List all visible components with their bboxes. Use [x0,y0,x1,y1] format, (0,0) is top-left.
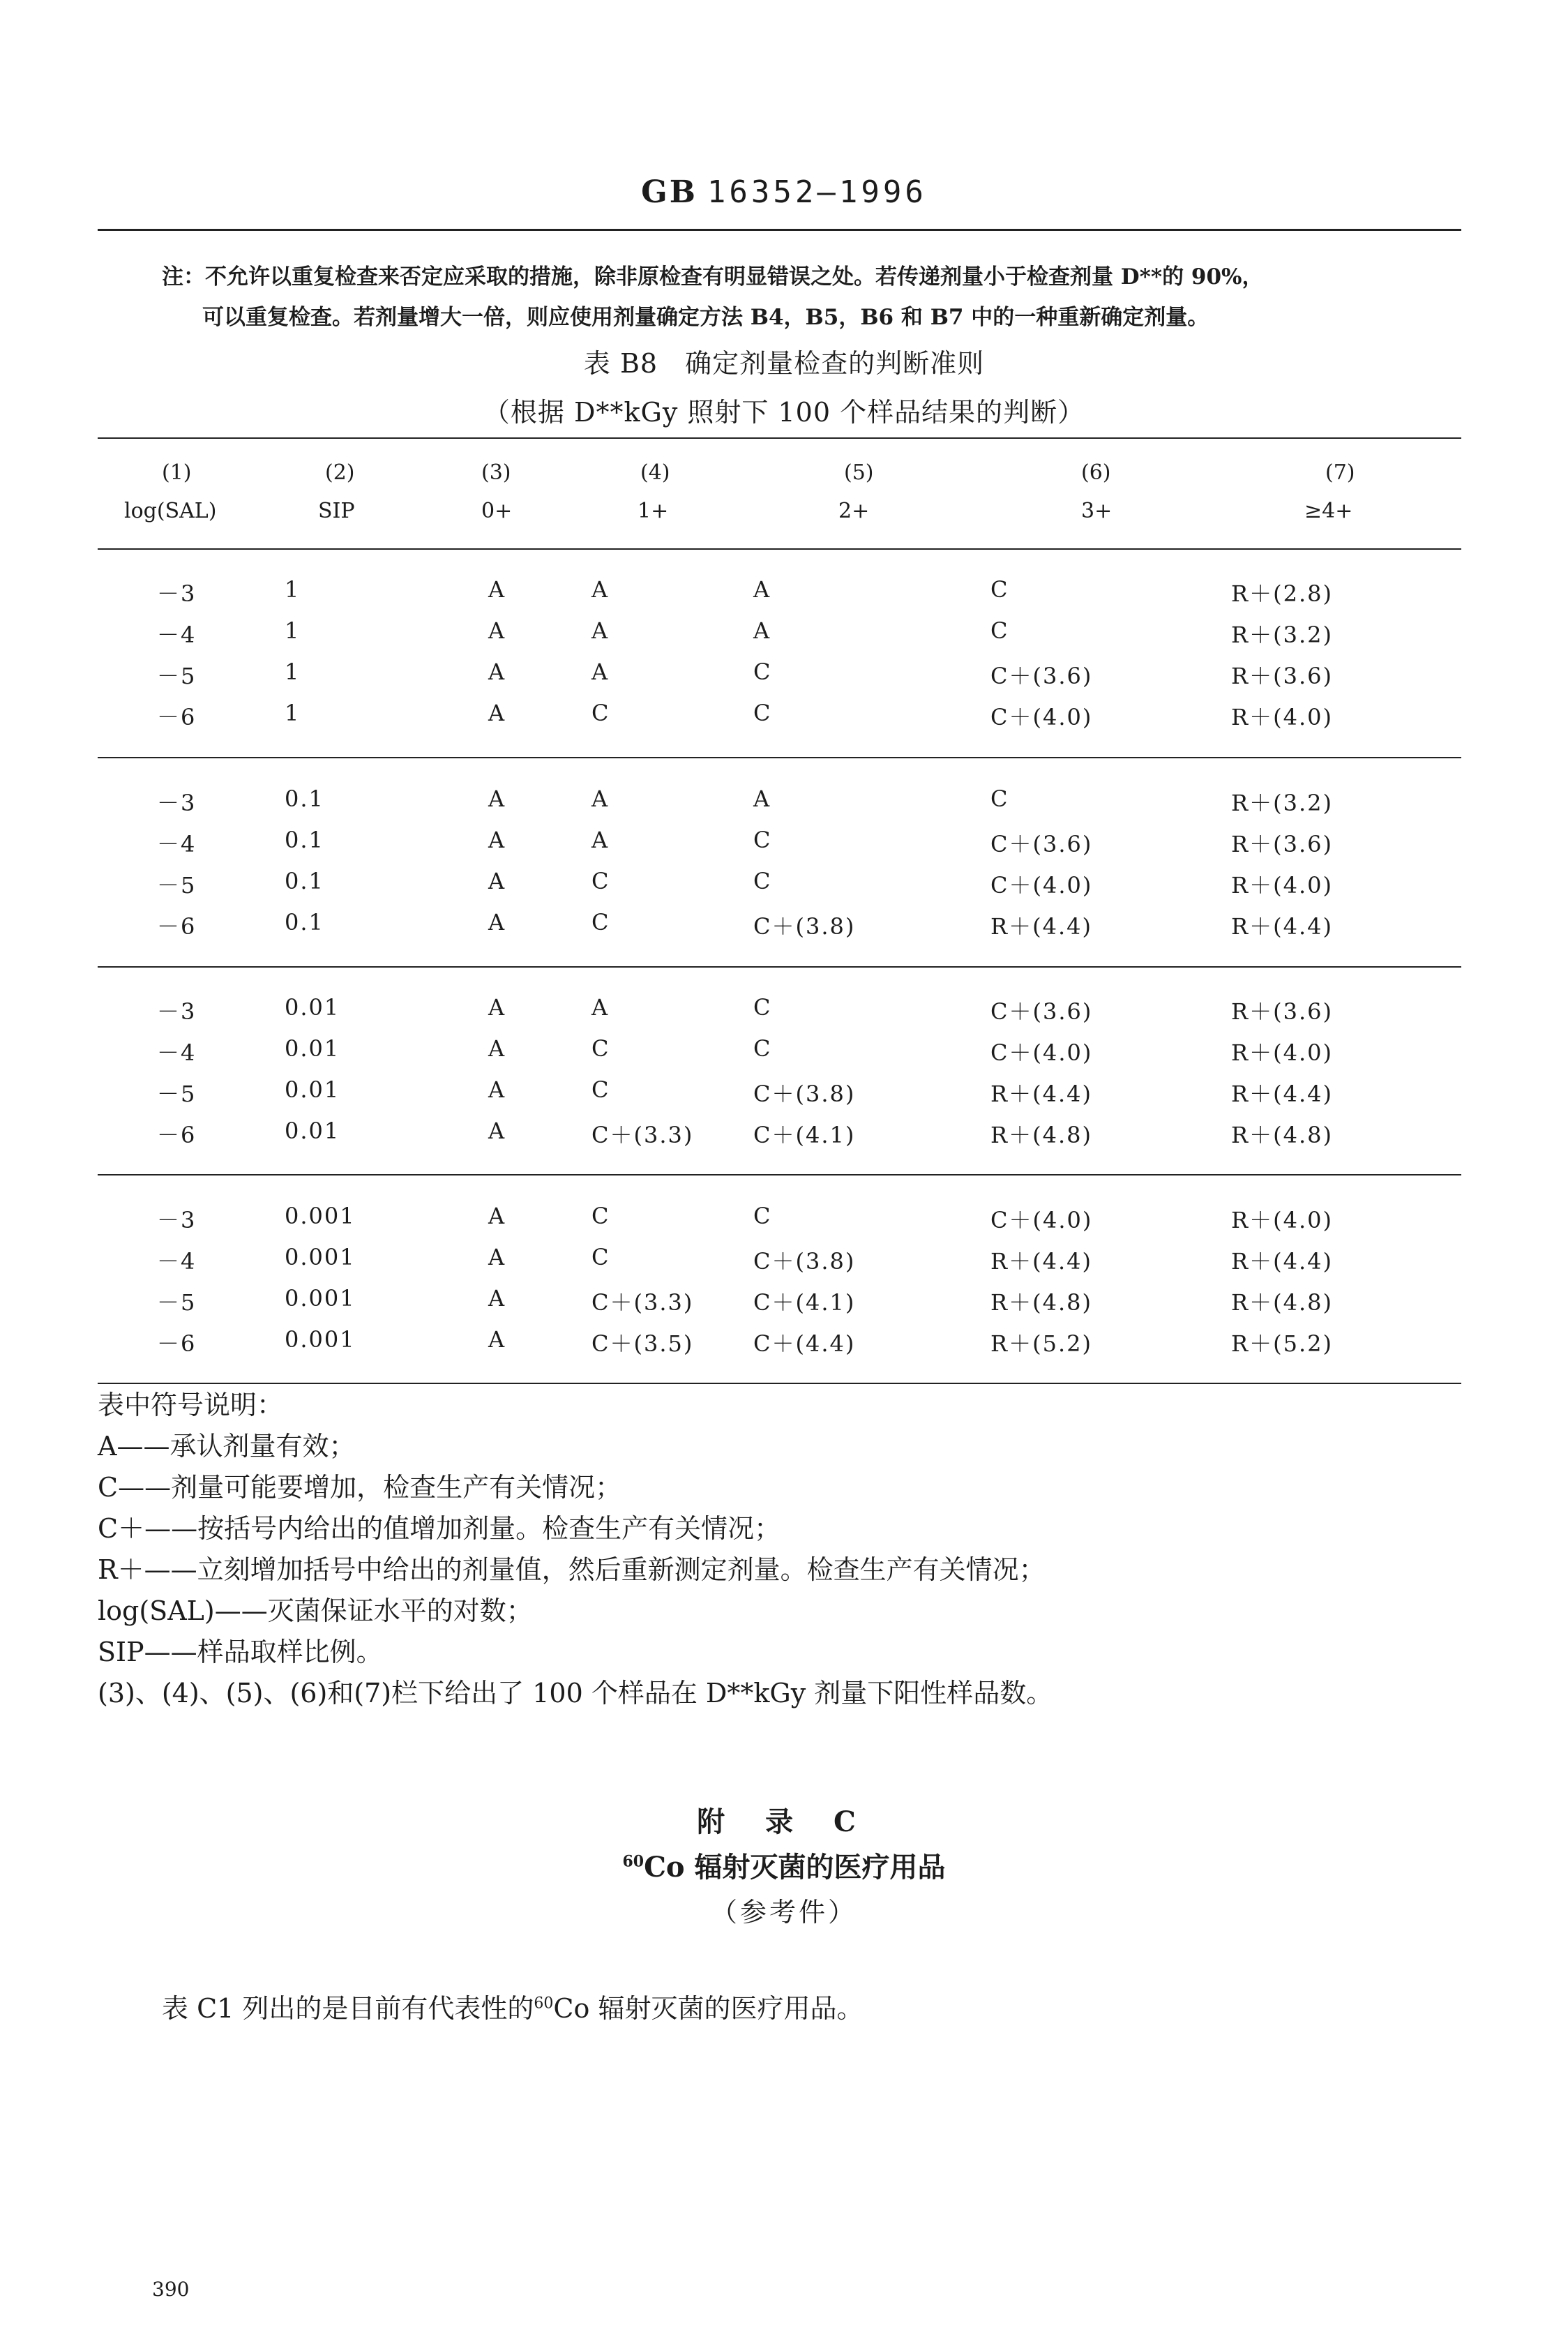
standard-prefix: GB [641,174,698,210]
table-cell-col3: A [488,868,506,894]
table-cell-col7: R＋(3.6) [1231,831,1333,857]
table-cell-col4: C [591,868,610,894]
group-rule-2 [98,966,1461,968]
table-cell-col7: R＋(4.0) [1231,1207,1333,1233]
table-cell-col3: A [488,659,506,685]
table-cell-col7: R＋(3.6) [1231,998,1333,1025]
table-cell-col5: C [753,868,772,894]
table-cell-col4: C＋(3.5) [591,1330,694,1357]
table-cell-col3: A [488,1285,506,1312]
table-cell-sip: 0.01 [285,994,340,1021]
appendix-subtitle-text: Co 辐射灭菌的医疗用品 [644,1851,946,1884]
table-top-rule [98,437,1461,439]
table-cell-col4: A [591,786,610,812]
table-cell-logsal: －4 [157,622,197,648]
table-cell-col6: C [990,786,1009,812]
table-cell-col5: C [753,827,772,853]
table-cell-col4: C＋(3.3) [591,1289,694,1316]
table-cell-col6: R＋(4.4) [990,913,1092,940]
table-cell-col3: A [488,617,506,644]
table-cell-col6: R＋(4.8) [990,1289,1092,1316]
table-cell-col7: R＋(3.2) [1231,790,1333,816]
table-cell-col5: C [753,994,772,1021]
table-cell-col5: C＋(3.8) [753,913,856,940]
table-cell-col3: A [488,1118,506,1144]
col-name-3plus: 3+ [1081,499,1113,523]
col-number-3: (3) [481,460,511,485]
table-cell-col7: R＋(3.6) [1231,663,1333,689]
table-subtitle: （根据 D**kGy 照射下 100 个样品结果的判断） [483,397,1085,428]
group-rule-1 [98,757,1461,758]
appendix-reference: （参考件） [710,1897,857,1928]
table-cell-col6: R＋(4.4) [990,1248,1092,1275]
table-cell-col7: R＋(4.8) [1231,1289,1333,1316]
table-cell-sip: 0.01 [285,1076,340,1103]
col-number-5: (5) [844,460,874,485]
table-cell-col7: R＋(4.0) [1231,704,1333,730]
group-rule-3 [98,1174,1461,1175]
table-cell-logsal: －3 [157,580,197,607]
col-name-0plus: 0+ [481,499,513,523]
table-cell-col7: R＋(4.0) [1231,872,1333,899]
table-cell-col4: A [591,617,610,644]
col-name-1plus: 1+ [638,499,669,523]
table-cell-col6: C＋(4.0) [990,872,1093,899]
table-cell-col5: A [753,786,771,812]
table-cell-col3: A [488,786,506,812]
table-cell-col7: R＋(5.2) [1231,1330,1333,1357]
table-cell-col4: C [591,700,610,726]
legend-item-cplus: C＋——按括号内给出的值增加剂量。检查生产有关情况； [98,1513,781,1544]
table-title: 表 B8 确定剂量检查的判断准则 [583,348,985,379]
table-cell-logsal: －4 [157,1248,197,1275]
table-cell-col7: R＋(4.8) [1231,1122,1333,1148]
table-cell-sip: 0.1 [285,786,324,812]
table-cell-logsal: －4 [157,831,197,857]
note-paragraph [162,257,1466,338]
legend-item-logsal: log(SAL)——灭菌保证水平的对数； [98,1595,533,1626]
table-cell-col6: C＋(4.0) [990,704,1093,730]
table-cell-col7: R＋(3.2) [1231,622,1333,648]
table-cell-col6: C＋(3.6) [990,663,1093,689]
table-cell-logsal: －6 [157,913,197,940]
table-cell-logsal: －3 [157,998,197,1025]
col-name-4plus: ≥4+ [1304,499,1353,523]
table-cell-col4: A [591,827,610,853]
col-name-sip: SIP [318,499,355,523]
table-cell-sip: 0.1 [285,827,324,853]
table-cell-col3: A [488,994,506,1021]
table-cell-col5: C＋(4.4) [753,1330,856,1357]
table-cell-col7: R＋(4.4) [1231,1248,1333,1275]
table-cell-col7: R＋(2.8) [1231,580,1333,607]
table-cell-col3: A [488,576,506,603]
page-number: 390 [152,2278,190,2301]
col-number-2: (2) [325,460,355,485]
table-cell-sip: 0.001 [285,1203,356,1229]
table-cell-col6: C＋(3.6) [990,831,1093,857]
col-number-1: (1) [162,460,192,485]
col-name-2plus: 2+ [838,499,870,523]
appendix-title: 附 录 C [697,1805,871,1838]
table-cell-col4: C＋(3.3) [591,1122,694,1148]
table-cell-logsal: －6 [157,704,197,730]
legend-item-columns: (3)、(4)、(5)、(6)和(7)栏下给出了 100 个样品在 D**kGy 剂量下阳性样品数。 [98,1678,1053,1708]
table-cell-logsal: －6 [157,1330,197,1357]
table-cell-col6: R＋(5.2) [990,1330,1092,1357]
table-cell-col3: A [488,1076,506,1103]
table-cell-sip: 0.001 [285,1326,356,1353]
table-cell-col3: A [488,1203,506,1229]
table-cell-col5: C [753,1203,772,1229]
legend-title: 表中符号说明： [98,1390,284,1420]
legend-item-rplus: R＋——立刻增加括号中给出的剂量值，然后重新测定剂量。检查生产有关情况； [98,1554,1046,1585]
legend-item-sip: SIP——样品取样比例。 [98,1637,383,1667]
table-cell-col4: A [591,576,610,603]
table-cell-col7: R＋(4.4) [1231,1081,1333,1107]
table-cell-sip: 1 [285,659,301,685]
table-cell-sip: 1 [285,700,301,726]
note-line-2: 可以重复检查。若剂量增大一倍，则应使用剂量确定方法 B4，B5，B6 和 B7 中的一种重新确定剂量。 [202,305,1209,330]
symbol-legend [98,1385,1458,1714]
note-line-1: 注：不允许以重复检查来否定应采取的措施，除非原检查有明显错误之处。若传递剂量小于检查剂量 D**的 90%， [162,264,1264,290]
table-cell-sip: 0.001 [285,1285,356,1312]
table-cell-col5: C＋(3.8) [753,1248,856,1275]
appendix-subtitle-isotope: 60 [622,1852,644,1871]
table-cell-col4: A [591,659,610,685]
table-cell-logsal: －5 [157,1081,197,1107]
table-cell-col4: C [591,1244,610,1270]
table-cell-col3: A [488,827,506,853]
table-cell-col4: A [591,994,610,1021]
table-cell-col6: C [990,617,1009,644]
table-cell-col5: C [753,659,772,685]
table-cell-logsal: －5 [157,663,197,689]
table-cell-col6: C＋(3.6) [990,998,1093,1025]
table-cell-logsal: －5 [157,1289,197,1316]
table-cell-col5: A [753,617,771,644]
table-cell-col7: R＋(4.0) [1231,1039,1333,1066]
table-cell-col4: C [591,909,610,936]
legend-item-a: A——承认剂量有效； [98,1431,356,1462]
table-cell-col6: C＋(4.0) [990,1039,1093,1066]
table-cell-sip: 0.01 [285,1035,340,1062]
table-cell-sip: 0.1 [285,868,324,894]
col-number-6: (6) [1081,460,1111,485]
table-cell-logsal: －6 [157,1122,197,1148]
col-number-4: (4) [640,460,670,485]
header-rule [98,229,1461,231]
table-cell-col3: A [488,1326,506,1353]
body-text-isotope: 60 [534,1994,554,2013]
table-cell-sip: 0.001 [285,1244,356,1270]
page-header [0,174,1568,210]
table-header-rule [98,548,1461,550]
table-cell-col3: A [488,700,506,726]
table-cell-col6: C [990,576,1009,603]
table-cell-logsal: －5 [157,872,197,899]
table-cell-col4: C [591,1035,610,1062]
table-cell-col6: C＋(4.0) [990,1207,1093,1233]
table-cell-col3: A [488,909,506,936]
table-cell-col5: C [753,700,772,726]
table-cell-sip: 1 [285,576,301,603]
table-cell-col5: C＋(3.8) [753,1081,856,1107]
table-cell-sip: 0.01 [285,1118,340,1144]
table-cell-col3: A [488,1244,506,1270]
table-cell-logsal: －3 [157,1207,197,1233]
standard-number: 16352—1996 [707,174,927,210]
body-text-before: 表 C1 列出的是目前有代表性的 [162,1993,534,2024]
table-cell-col6: R＋(4.8) [990,1122,1092,1148]
table-cell-col3: A [488,1035,506,1062]
table-cell-logsal: －4 [157,1039,197,1066]
table-cell-col5: C＋(4.1) [753,1122,856,1148]
table-cell-col6: R＋(4.4) [990,1081,1092,1107]
appendix-subtitle [0,1845,1568,1885]
legend-item-c: C——剂量可能要增加，检查生产有关情况； [98,1472,622,1503]
table-cell-col4: C [591,1076,610,1103]
table-cell-col5: A [753,576,771,603]
table-bottom-rule [98,1383,1461,1384]
table-cell-col4: C [591,1203,610,1229]
col-name-logsal: log(SAL) [124,499,217,523]
table-cell-col5: C＋(4.1) [753,1289,856,1316]
table-cell-col5: C [753,1035,772,1062]
appendix-body-text [162,1987,863,2025]
table-cell-sip: 1 [285,617,301,644]
body-text-after: Co 辐射灭菌的医疗用品。 [553,1993,864,2024]
table-cell-col7: R＋(4.4) [1231,913,1333,940]
table-cell-sip: 0.1 [285,909,324,936]
table-cell-logsal: －3 [157,790,197,816]
col-number-7: (7) [1325,460,1355,485]
